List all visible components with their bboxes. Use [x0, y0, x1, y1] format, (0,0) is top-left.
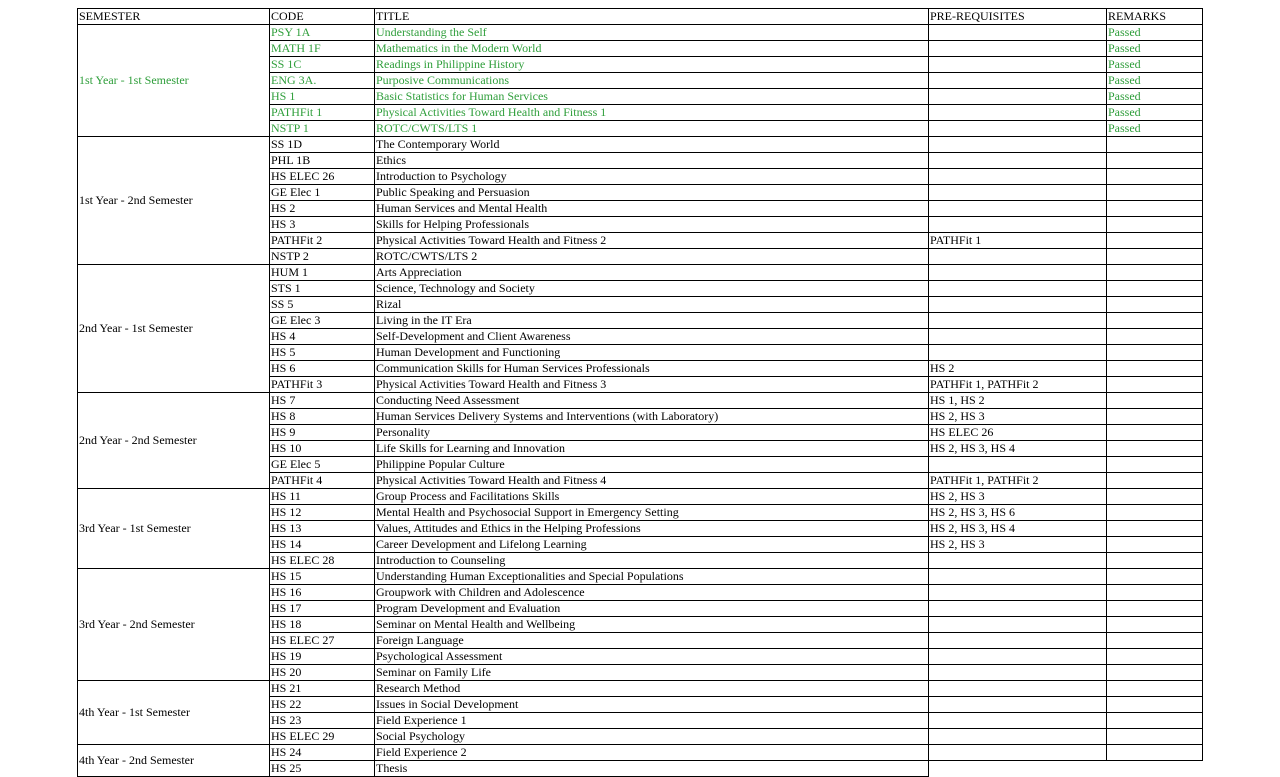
course-code-cell: HS 12	[270, 505, 375, 521]
course-code-cell: HS 8	[270, 409, 375, 425]
course-title-cell: Ethics	[375, 153, 929, 169]
prerequisites-cell	[929, 217, 1107, 233]
semester-cell: 1st Year - 1st Semester	[78, 25, 270, 137]
remarks-cell	[1107, 569, 1203, 585]
course-code-cell: HS 25	[270, 761, 375, 777]
prerequisites-cell	[929, 457, 1107, 473]
course-title-cell: Understanding Human Exceptionalities and Special Populations	[375, 569, 929, 585]
course-title-cell: Self-Development and Client Awareness	[375, 329, 929, 345]
course-code-cell: HS 20	[270, 665, 375, 681]
remarks-cell: Passed	[1107, 57, 1203, 73]
table-row	[78, 393, 1203, 409]
course-code-cell: SS 1C	[270, 57, 375, 73]
course-title-cell: Purposive Communications	[375, 73, 929, 89]
prerequisites-cell	[929, 121, 1107, 137]
remarks-cell	[1107, 649, 1203, 665]
remarks-cell	[1107, 345, 1203, 361]
remarks-cell	[1107, 313, 1203, 329]
remarks-cell	[1107, 249, 1203, 265]
course-code-cell: PHL 1B	[270, 153, 375, 169]
prerequisites-cell	[929, 169, 1107, 185]
course-code-cell: HS 15	[270, 569, 375, 585]
course-title-cell: Science, Technology and Society	[375, 281, 929, 297]
remarks-cell	[1107, 553, 1203, 569]
remarks-cell	[1107, 169, 1203, 185]
prerequisites-cell	[929, 57, 1107, 73]
course-title-cell: Public Speaking and Persuasion	[375, 185, 929, 201]
table-row	[78, 489, 1203, 505]
remarks-cell	[1107, 329, 1203, 345]
course-title-cell: ROTC/CWTS/LTS 2	[375, 249, 929, 265]
header-remarks: REMARKS	[1107, 9, 1203, 25]
prerequisites-cell	[929, 265, 1107, 281]
course-code-cell: HS 22	[270, 697, 375, 713]
remarks-cell	[1107, 153, 1203, 169]
course-code-cell: HS 10	[270, 441, 375, 457]
course-code-cell: HUM 1	[270, 265, 375, 281]
prerequisites-cell	[929, 681, 1107, 697]
course-title-cell: Human Services Delivery Systems and Interventions (with Laboratory)	[375, 409, 929, 425]
prerequisites-cell: HS 2, HS 3, HS 6	[929, 505, 1107, 521]
course-title-cell: Arts Appreciation	[375, 265, 929, 281]
course-code-cell: PATHFit 1	[270, 105, 375, 121]
prerequisites-cell	[929, 713, 1107, 729]
course-title-cell: Issues in Social Development	[375, 697, 929, 713]
prerequisites-cell	[929, 249, 1107, 265]
semester-cell: 1st Year - 2nd Semester	[78, 137, 270, 265]
course-code-cell: NSTP 2	[270, 249, 375, 265]
remarks-cell	[1107, 697, 1203, 713]
course-title-cell: Mathematics in the Modern World	[375, 41, 929, 57]
course-code-cell: PATHFit 4	[270, 473, 375, 489]
course-code-cell: GE Elec 3	[270, 313, 375, 329]
course-code-cell: HS 21	[270, 681, 375, 697]
table-row	[78, 681, 1203, 697]
prerequisites-cell	[929, 313, 1107, 329]
course-title-cell: Physical Activities Toward Health and Fitness 1	[375, 105, 929, 121]
course-code-cell: HS ELEC 28	[270, 553, 375, 569]
course-title-cell: Human Services and Mental Health	[375, 201, 929, 217]
prerequisites-cell: HS 2, HS 3	[929, 489, 1107, 505]
remarks-cell	[1107, 393, 1203, 409]
course-code-cell: HS ELEC 27	[270, 633, 375, 649]
course-title-cell: Mental Health and Psychosocial Support in Emergency Setting	[375, 505, 929, 521]
prerequisites-cell	[929, 89, 1107, 105]
course-title-cell: Life Skills for Learning and Innovation	[375, 441, 929, 457]
course-code-cell: HS 16	[270, 585, 375, 601]
course-title-cell: Research Method	[375, 681, 929, 697]
remarks-cell	[1107, 425, 1203, 441]
semester-cell: 3rd Year - 1st Semester	[78, 489, 270, 569]
course-title-cell: Skills for Helping Professionals	[375, 217, 929, 233]
remarks-cell	[1107, 665, 1203, 681]
semester-cell: 3rd Year - 2nd Semester	[78, 569, 270, 681]
prerequisites-cell	[929, 345, 1107, 361]
course-title-cell: ROTC/CWTS/LTS 1	[375, 121, 929, 137]
remarks-cell	[1107, 281, 1203, 297]
course-code-cell: HS ELEC 29	[270, 729, 375, 745]
header-row	[78, 9, 1203, 25]
prerequisites-cell	[929, 569, 1107, 585]
course-title-cell: Human Development and Functioning	[375, 345, 929, 361]
prerequisites-cell: HS ELEC 26	[929, 425, 1107, 441]
prerequisites-cell	[929, 105, 1107, 121]
prerequisites-cell	[929, 41, 1107, 57]
course-code-cell: HS 2	[270, 201, 375, 217]
remarks-cell	[1107, 505, 1203, 521]
course-title-cell: Seminar on Family Life	[375, 665, 929, 681]
prerequisites-cell	[929, 281, 1107, 297]
course-title-cell: Field Experience 1	[375, 713, 929, 729]
prerequisites-cell	[929, 617, 1107, 633]
course-title-cell: Foreign Language	[375, 633, 929, 649]
remarks-cell: Passed	[1107, 121, 1203, 137]
remarks-cell	[1107, 585, 1203, 601]
course-code-cell: HS 6	[270, 361, 375, 377]
course-title-cell: Living in the IT Era	[375, 313, 929, 329]
remarks-cell	[1107, 745, 1203, 761]
remarks-cell: Passed	[1107, 73, 1203, 89]
course-title-cell: Seminar on Mental Health and Wellbeing	[375, 617, 929, 633]
prerequisites-cell	[929, 185, 1107, 201]
table-row	[78, 569, 1203, 585]
prerequisites-cell: PATHFit 1, PATHFit 2	[929, 473, 1107, 489]
course-code-cell: NSTP 1	[270, 121, 375, 137]
prerequisites-cell: HS 2	[929, 361, 1107, 377]
course-title-cell: The Contemporary World	[375, 137, 929, 153]
remarks-cell	[1107, 633, 1203, 649]
prerequisites-cell	[929, 649, 1107, 665]
course-code-cell: HS 9	[270, 425, 375, 441]
remarks-cell	[1107, 521, 1203, 537]
course-code-cell: HS 5	[270, 345, 375, 361]
prerequisites-cell	[929, 329, 1107, 345]
prerequisites-cell	[929, 25, 1107, 41]
prerequisites-cell	[929, 601, 1107, 617]
semester-cell: 2nd Year - 1st Semester	[78, 265, 270, 393]
course-title-cell: Groupwork with Children and Adolescence	[375, 585, 929, 601]
table-row	[78, 745, 1203, 761]
prerequisites-cell: HS 2, HS 3	[929, 409, 1107, 425]
table-row	[78, 265, 1203, 281]
remarks-cell	[1107, 233, 1203, 249]
course-code-cell: HS 14	[270, 537, 375, 553]
prerequisites-cell	[929, 745, 1107, 761]
course-title-cell: Introduction to Psychology	[375, 169, 929, 185]
prerequisites-cell	[929, 137, 1107, 153]
remarks-cell	[1107, 265, 1203, 281]
remarks-cell	[1107, 201, 1203, 217]
header-prereq: PRE-REQUISITES	[929, 9, 1107, 25]
table-body	[78, 25, 1203, 777]
course-code-cell: HS 13	[270, 521, 375, 537]
remarks-cell	[1107, 185, 1203, 201]
prerequisites-cell	[929, 153, 1107, 169]
course-code-cell: GE Elec 1	[270, 185, 375, 201]
curriculum-table	[77, 8, 1203, 777]
remarks-cell	[1107, 217, 1203, 233]
course-title-cell: Physical Activities Toward Health and Fitness 2	[375, 233, 929, 249]
header-title: TITLE	[375, 9, 929, 25]
prerequisites-cell	[929, 665, 1107, 681]
course-title-cell: Introduction to Counseling	[375, 553, 929, 569]
prerequisites-cell: PATHFit 1	[929, 233, 1107, 249]
remarks-cell	[1107, 617, 1203, 633]
remarks-cell: Passed	[1107, 41, 1203, 57]
course-title-cell: Values, Attitudes and Ethics in the Helping Professions	[375, 521, 929, 537]
semester-cell: 4th Year - 2nd Semester	[78, 745, 270, 777]
prerequisites-cell: HS 1, HS 2	[929, 393, 1107, 409]
remarks-cell	[1107, 537, 1203, 553]
course-code-cell: HS 19	[270, 649, 375, 665]
prerequisites-cell	[929, 697, 1107, 713]
course-title-cell: Philippine Popular Culture	[375, 457, 929, 473]
table-row	[78, 137, 1203, 153]
table-row	[78, 25, 1203, 41]
semester-cell: 4th Year - 1st Semester	[78, 681, 270, 745]
course-title-cell: Career Development and Lifelong Learning	[375, 537, 929, 553]
course-code-cell: MATH 1F	[270, 41, 375, 57]
course-code-cell: SS 5	[270, 297, 375, 313]
semester-cell: 2nd Year - 2nd Semester	[78, 393, 270, 489]
remarks-cell	[1107, 361, 1203, 377]
course-code-cell: SS 1D	[270, 137, 375, 153]
course-code-cell: HS 7	[270, 393, 375, 409]
course-code-cell: HS 11	[270, 489, 375, 505]
remarks-cell	[1107, 601, 1203, 617]
course-code-cell: PSY 1A	[270, 25, 375, 41]
course-code-cell: HS 17	[270, 601, 375, 617]
course-title-cell: Group Process and Facilitations Skills	[375, 489, 929, 505]
course-title-cell: Readings in Philippine History	[375, 57, 929, 73]
remarks-cell	[1107, 297, 1203, 313]
prerequisites-cell: PATHFit 1, PATHFit 2	[929, 377, 1107, 393]
course-title-cell: Conducting Need Assessment	[375, 393, 929, 409]
remarks-cell	[1107, 473, 1203, 489]
prerequisites-cell	[929, 73, 1107, 89]
prerequisites-cell: HS 2, HS 3, HS 4	[929, 441, 1107, 457]
prerequisites-cell	[929, 729, 1107, 745]
course-title-cell: Psychological Assessment	[375, 649, 929, 665]
prerequisites-cell: HS 2, HS 3, HS 4	[929, 521, 1107, 537]
remarks-cell: Passed	[1107, 105, 1203, 121]
course-code-cell: GE Elec 5	[270, 457, 375, 473]
header-semester: SEMESTER	[78, 9, 270, 25]
remarks-cell	[1107, 441, 1203, 457]
remarks-cell	[1107, 409, 1203, 425]
remarks-cell	[1107, 137, 1203, 153]
course-code-cell: HS 1	[270, 89, 375, 105]
course-title-cell: Rizal	[375, 297, 929, 313]
course-title-cell: Communication Skills for Human Services Professionals	[375, 361, 929, 377]
course-code-cell: HS ELEC 26	[270, 169, 375, 185]
course-code-cell: HS 3	[270, 217, 375, 233]
course-title-cell: Social Psychology	[375, 729, 929, 745]
course-title-cell: Physical Activities Toward Health and Fitness 3	[375, 377, 929, 393]
course-code-cell: PATHFit 3	[270, 377, 375, 393]
prerequisites-cell	[929, 553, 1107, 569]
course-code-cell: HS 4	[270, 329, 375, 345]
course-title-cell: Understanding the Self	[375, 25, 929, 41]
remarks-cell	[1107, 713, 1203, 729]
course-code-cell: HS 23	[270, 713, 375, 729]
course-code-cell: HS 18	[270, 617, 375, 633]
remarks-cell	[1107, 681, 1203, 697]
course-title-cell: Physical Activities Toward Health and Fitness 4	[375, 473, 929, 489]
remarks-cell	[1107, 489, 1203, 505]
prerequisites-cell: HS 2, HS 3	[929, 537, 1107, 553]
course-title-cell: Basic Statistics for Human Services	[375, 89, 929, 105]
prerequisites-cell	[929, 201, 1107, 217]
course-code-cell: STS 1	[270, 281, 375, 297]
remarks-cell	[1107, 457, 1203, 473]
remarks-cell: Passed	[1107, 25, 1203, 41]
course-code-cell: PATHFit 2	[270, 233, 375, 249]
course-title-cell: Thesis	[375, 761, 929, 777]
remarks-cell: Passed	[1107, 89, 1203, 105]
course-code-cell: ENG 3A.	[270, 73, 375, 89]
prerequisites-cell	[929, 297, 1107, 313]
remarks-cell	[1107, 729, 1203, 745]
remarks-cell	[1107, 377, 1203, 393]
course-code-cell: HS 24	[270, 745, 375, 761]
course-title-cell: Field Experience 2	[375, 745, 929, 761]
prerequisites-cell	[929, 585, 1107, 601]
prerequisites-cell	[929, 633, 1107, 649]
course-title-cell: Personality	[375, 425, 929, 441]
course-title-cell: Program Development and Evaluation	[375, 601, 929, 617]
header-code: CODE	[270, 9, 375, 25]
